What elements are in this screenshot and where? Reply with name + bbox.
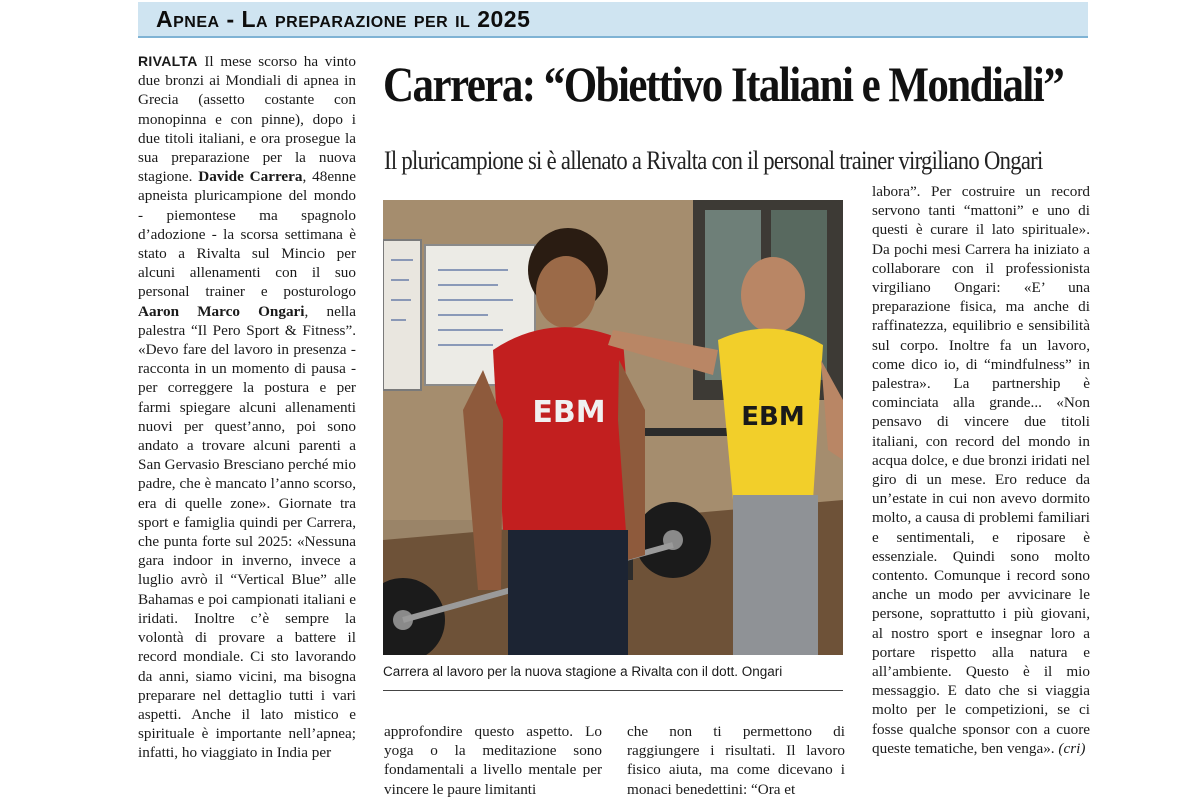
column-1-text-part-2: , 48enne apneista pluricampione del mondo - piemontese ma spagnolo d’adozione - la scorsa settimana è stato a Rivalta sul Mincio per alcuni allenamenti con il suo personal trainer e posturologo bbox=[138, 168, 356, 301]
section-header-bar bbox=[138, 2, 1088, 38]
article-column-2 bbox=[384, 722, 602, 799]
column-2-text: approfondire questo aspetto. Lo yoga o la meditazione sono fondamentali a livello mentale per vincere le paure limitanti bbox=[384, 723, 602, 798]
article-column-4 bbox=[872, 182, 1090, 758]
person-name-ongari: Aaron Marco Ongari bbox=[138, 302, 305, 320]
article-headline: Carrera: “Obiettivo Italiani e Mondiali” bbox=[383, 56, 1064, 112]
column-3-text: che non ti permettono di raggiungere i risultati. Il lavoro fisico aiuta, ma come dicevano i monaci benedettini: “Ora et bbox=[627, 723, 845, 798]
column-1-text bbox=[138, 52, 356, 763]
article-column-1 bbox=[138, 52, 356, 763]
right-shirt-logo: EBM bbox=[741, 402, 805, 432]
dateline: RIVALTA bbox=[138, 53, 198, 69]
article-photo bbox=[383, 200, 843, 655]
section-kicker: Apnea - La preparazione per il 2025 bbox=[156, 6, 531, 32]
caption-divider bbox=[383, 690, 843, 691]
person-name-carrera: Davide Carrera bbox=[198, 168, 303, 186]
left-shirt-logo: EBM bbox=[532, 395, 606, 430]
column-1-text-part-3: , nella palestra “Il Pero Sport & Fitness”. «Devo fare del lavoro in presenza - racconta in un momento di pausa - per correggere la postura e per farmi spiegare alcuni allenamenti nuovi per quest’anno, poi sono andato a trovare alcuni parenti a San Gervasio Bresciano perché mio padre, che è mancato l’anno scorso, era di quelle zone». Giornate tra sport e famiglia quindi per Carrera, che punta forte sul 2025: «Nessuna gara indoor in inverno, invece a luglio avrò il “Vertical Blue” alle Bahamas e poi campionati italiani e iridati. Inoltre c’è sempre la volontà di provare a battere il record mondiale. Ci sto lavorando da anni, siamo vicini, ma bisogna preparare nel dettaglio tutti i vari aspetti. Anche il lato mistico e spirituale è importante nell’apnea; infatti, ho viaggiato in India per bbox=[138, 302, 356, 762]
article-subheadline: Il pluricampione si è allenato a Rivalta con il personal trainer virgiliano Ongari bbox=[384, 146, 1043, 175]
column-1-text-part-1: Il mese scorso ha vinto due bronzi ai Mondiali di apnea in Grecia (assetto costante con monopinna e con pinne), dopo i due titoli italiani, e ora prosegue la sua preparazione per la nuova stagione. bbox=[138, 53, 356, 186]
column-4-text-body: labora”. Per costruire un record servono tanti “mattoni” e uno di questi è curare il lato spirituale». Da pochi mesi Carrera ha iniziato a collaborare con il professionista virgiliano Ongari: «E’ una preparazione fisica, ma anche di raffinatezza, equilibrio e sensibilità sul corpo. Inoltre fa un lavoro, come dico io, di “mindfulness” in palestra». La partnership è cominciata alla grande... «Non pensavo di vincere due titoli italiani, con record del mondo in acqua dolce, e due bronzi iridati nel giro di un mese. Ero reduce da un’estate in cui non avevo dormito molto, a causa di problemi familiari e sentimentali, e riposare è essenziale. Quindi sono molto contento. Comunque i record sono anche un modo per avvicinare le persone, soprattutto i più giovani, al nostro sport e insegnar loro a portare rispetto alla natura e all’ambiente. Questo è il mio messaggio. E dato che si viaggia molto per le competizioni, se ci fosse qualche sponsor con a cuore queste tematiche, ben venga». bbox=[872, 183, 1090, 757]
column-4-text bbox=[872, 182, 1090, 758]
article-column-3 bbox=[627, 722, 845, 799]
author-signature: (cri) bbox=[1058, 739, 1086, 757]
photo-caption: Carrera al lavoro per la nuova stagione a Rivalta con il dott. Ongari bbox=[383, 664, 783, 679]
